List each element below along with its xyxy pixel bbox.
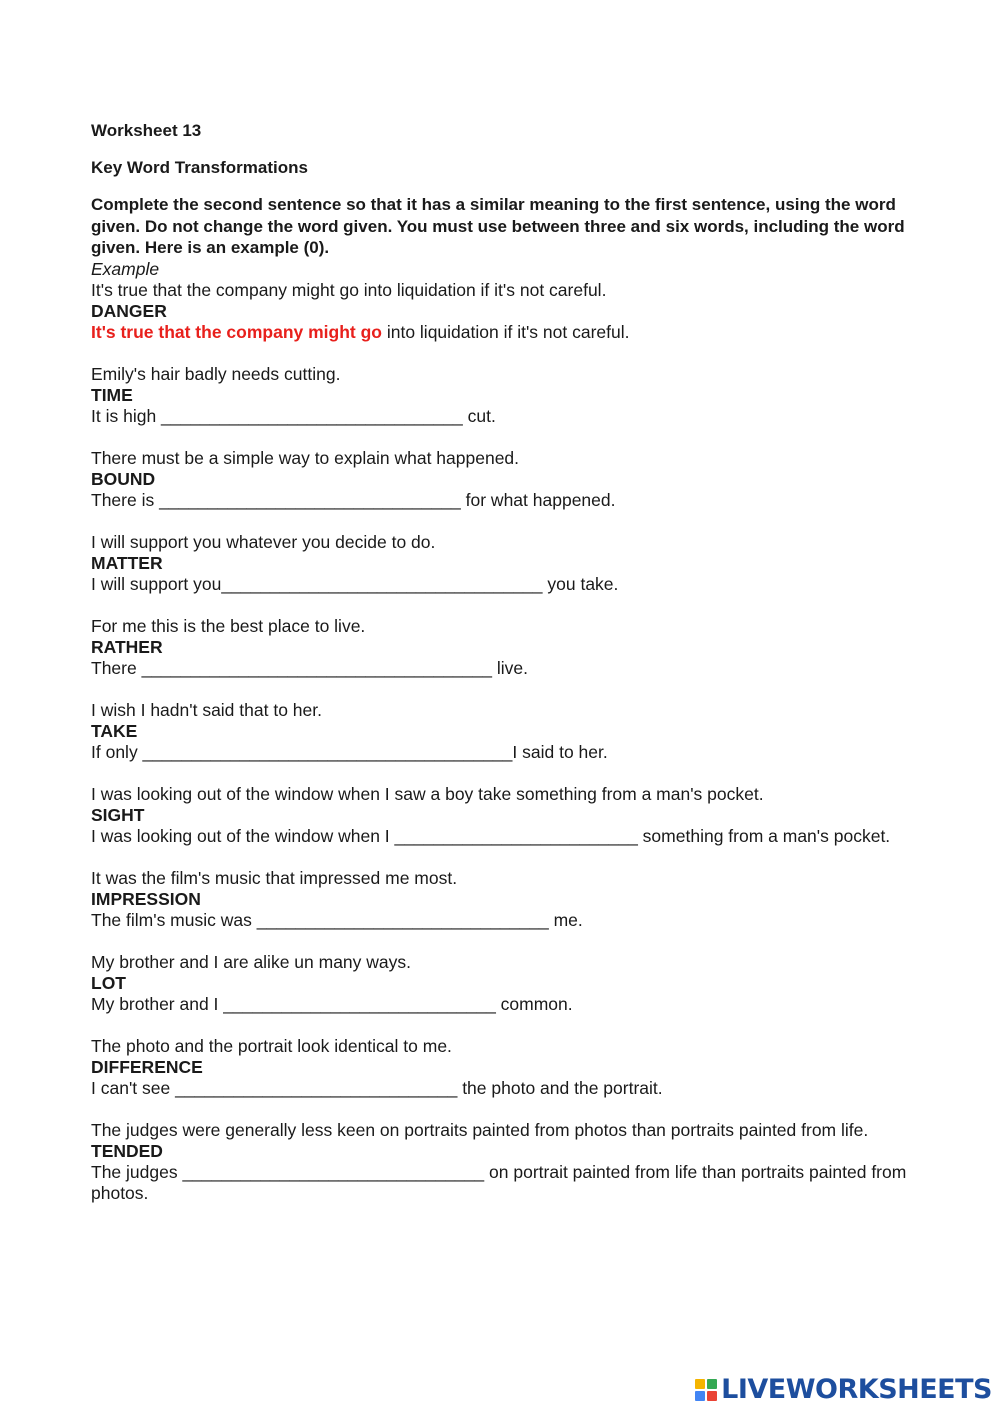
question-original-sentence: I wish I hadn't said that to her.: [91, 699, 322, 720]
question-keyword: TAKE: [91, 720, 138, 741]
question-original-sentence: There must be a simple way to explain what happened.: [91, 447, 520, 468]
question-keyword: MATTER: [91, 552, 163, 573]
question-original-sentence: I was looking out of the window when I saw a boy take something from a man's pocket.: [91, 783, 764, 804]
worksheet-title: Worksheet 13: [91, 121, 202, 140]
question-original-sentence: It was the film's music that impressed me most.: [91, 867, 458, 888]
instructions: Complete the second sentence so that it has a similar meaning to the first sentence, using the word given. Do not change the word given. You must use between three and six words, including the word given. Here is an example (0).: [91, 195, 905, 257]
question-keyword: SIGHT: [91, 804, 145, 825]
question-original-sentence: Emily's hair badly needs cutting.: [91, 363, 341, 384]
question-keyword: IMPRESSION: [91, 888, 201, 909]
question-original-sentence: I will support you whatever you decide to do.: [91, 531, 436, 552]
logo-squares-icon: [695, 1379, 717, 1401]
worksheet-subtitle: Key Word Transformations: [91, 158, 308, 177]
question-answer-prompt[interactable]: I will support you_________________________________ you take.: [91, 573, 619, 594]
example-keyword: DANGER: [91, 300, 167, 321]
question-7: [91, 868, 911, 931]
logo-square-green: [707, 1379, 717, 1389]
example-original-sentence: It's true that the company might go into liquidation if it's not careful.: [91, 279, 607, 300]
example-label: Example: [91, 258, 160, 279]
logo-text: LIVEWORKSHEETS: [721, 1374, 992, 1405]
worksheet-content: [91, 120, 911, 1204]
question-original-sentence: For me this is the best place to live.: [91, 615, 366, 636]
question-answer-prompt[interactable]: I was looking out of the window when I _________________________ something from a man's pocket.: [91, 825, 891, 846]
question-4: [91, 616, 911, 679]
example-block: [91, 259, 911, 343]
question-5: [91, 700, 911, 763]
question-answer-prompt[interactable]: It is high _______________________________ cut.: [91, 405, 496, 426]
question-8: [91, 952, 911, 1015]
question-keyword: DIFFERENCE: [91, 1056, 203, 1077]
example-answer: [91, 322, 911, 343]
question-1: [91, 364, 911, 427]
logo-square-blue: [695, 1391, 705, 1401]
liveworksheets-logo: [695, 1375, 992, 1405]
question-keyword: TENDED: [91, 1140, 163, 1161]
question-10: [91, 1120, 911, 1204]
question-keyword: RATHER: [91, 636, 163, 657]
question-3: [91, 532, 911, 595]
example-answer-rest: into liquidation if it's not careful.: [381, 321, 630, 342]
question-answer-prompt[interactable]: There is _______________________________ for what happened.: [91, 489, 616, 510]
question-original-sentence: My brother and I are alike un many ways.: [91, 951, 412, 972]
question-6: [91, 784, 911, 847]
question-keyword: TIME: [91, 384, 133, 405]
question-keyword: LOT: [91, 972, 126, 993]
question-answer-prompt[interactable]: The judges _______________________________ on portrait painted from life than portraits painted from photos.: [91, 1161, 907, 1203]
question-9: [91, 1036, 911, 1099]
question-answer-prompt[interactable]: The film's music was ______________________________ me.: [91, 909, 583, 930]
question-original-sentence: The judges were generally less keen on portraits painted from photos than portraits painted from life.: [91, 1119, 869, 1140]
question-answer-prompt[interactable]: I can't see _____________________________ the photo and the portrait.: [91, 1077, 663, 1098]
question-answer-prompt[interactable]: My brother and I ____________________________ common.: [91, 993, 573, 1014]
question-original-sentence: The photo and the portrait look identical to me.: [91, 1035, 452, 1056]
logo-square-red: [707, 1391, 717, 1401]
question-2: [91, 448, 911, 511]
example-answer-highlight: It's true that the company might go: [91, 321, 382, 342]
question-keyword: BOUND: [91, 468, 156, 489]
question-answer-prompt[interactable]: If only ______________________________________I said to her.: [91, 741, 608, 762]
question-answer-prompt[interactable]: There ____________________________________ live.: [91, 657, 528, 678]
logo-square-yellow: [695, 1379, 705, 1389]
